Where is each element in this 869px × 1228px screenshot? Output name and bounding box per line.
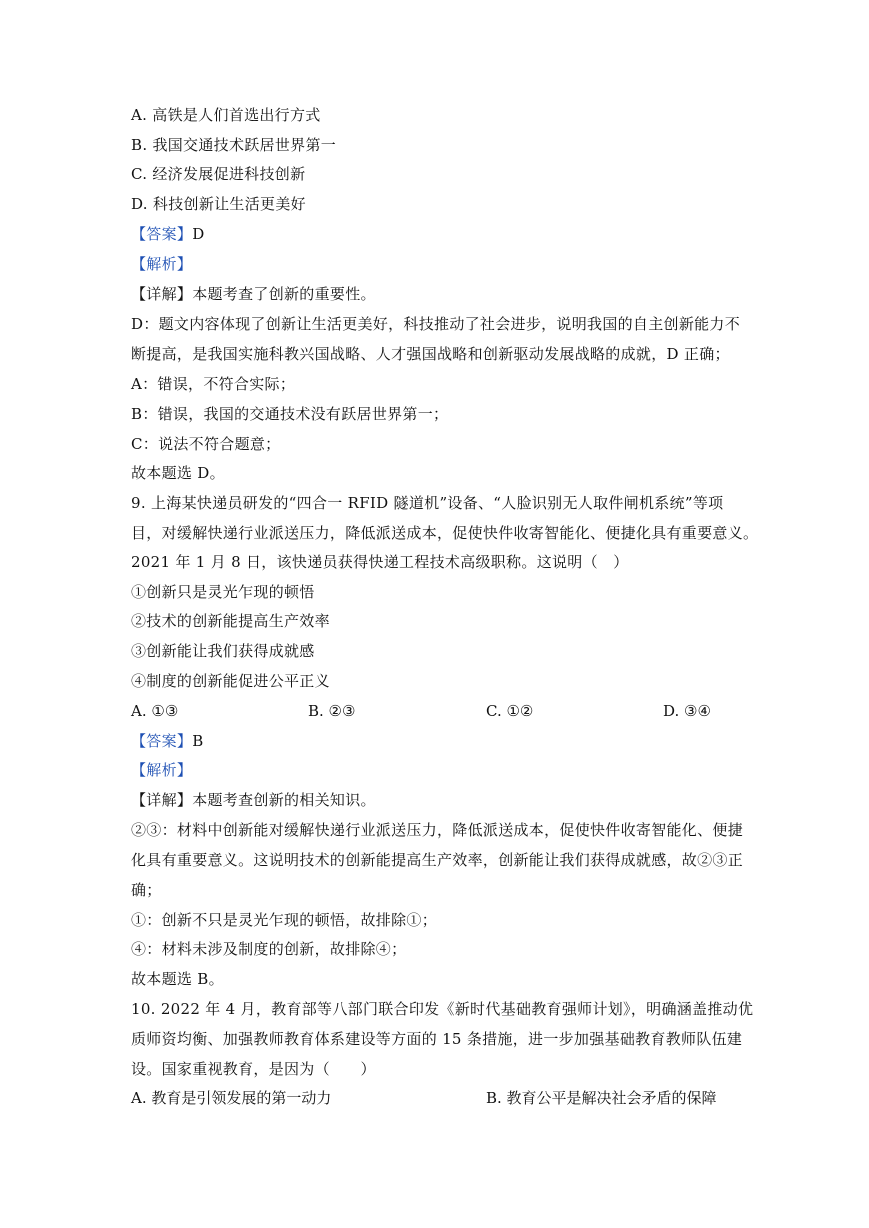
q9-statement-4: ④制度的创新能促进公平正义 xyxy=(131,672,330,690)
q9-stem-line: 2021 年 1 月 8 日，该快递员获得快递工程技术高级职称。这说明（ ） xyxy=(131,553,629,571)
q9-option-a: A. ①③ xyxy=(131,702,179,720)
q8-answer-line xyxy=(131,224,205,244)
answer-tag: 【答案】 xyxy=(131,225,193,243)
q9-analysis-tag: 【解析】 xyxy=(131,761,193,779)
q9-explanation-line: 化具有重要意义。这说明技术的创新能提高生产效率，创新能让我们获得成就感，故②③正 xyxy=(131,851,744,869)
q8-option-b: B. 我国交通技术跃居世界第一 xyxy=(131,136,337,154)
q9-option-b: B. ②③ xyxy=(308,702,356,720)
q10-option-b: B. 教育公平是解决社会矛盾的保障 xyxy=(486,1089,717,1107)
answer-tag: 【答案】 xyxy=(131,732,193,750)
q8-detail: 【详解】本题考查了创新的重要性。 xyxy=(131,285,376,303)
q8-explanation-line: D：题文内容体现了创新让生活更美好，科技推动了社会进步，说明我国的自主创新能力不 xyxy=(131,315,741,333)
q9-statement-1: ①创新只是灵光乍现的顿悟 xyxy=(131,583,315,601)
q9-statement-2: ②技术的创新能提高生产效率 xyxy=(131,612,330,630)
q9-explanation-line: ④：材料未涉及制度的创新，故排除④； xyxy=(131,940,407,958)
q9-option-c: C. ①② xyxy=(486,702,534,720)
q10-option-a: A. 教育是引领发展的第一动力 xyxy=(131,1089,332,1107)
q9-option-d: D. ③④ xyxy=(663,702,711,720)
q10-stem-line: 质师资均衡、加强教师教育体系建设等方面的 15 条措施，进一步加强基础教育教师队伍建 xyxy=(131,1030,743,1048)
q9-answer-line xyxy=(131,731,204,751)
q9-explanation-line: 故本题选 B。 xyxy=(131,970,224,988)
q8-explanation-line: A：错误，不符合实际； xyxy=(131,375,296,393)
q9-stem-line: 9. 上海某快递员研发的“四合一 RFID 隧道机”设备、“人脸识别无人取件闸机系统”等项 xyxy=(131,494,724,512)
q9-statement-3: ③创新能让我们获得成就感 xyxy=(131,642,315,660)
q9-answer: B xyxy=(192,732,204,750)
q8-explanation-line: 断提高，是我国实施科教兴国战略、人才强国战略和创新驱动发展战略的成就，D 正确； xyxy=(131,345,730,363)
q8-explanation-line: B：错误，我国的交通技术没有跃居世界第一； xyxy=(131,405,449,423)
q8-explanation-line: C：说法不符合题意； xyxy=(131,435,281,453)
q10-stem-line: 10. 2022 年 4 月，教育部等八部门联合印发《新时代基础教育强师计划》，明确涵盖推动优 xyxy=(131,1000,754,1018)
q8-explanation-line: 故本题选 D。 xyxy=(131,464,225,482)
q9-stem-line: 目，对缓解快递行业派送压力，降低派送成本，促使快件收寄智能化、便捷化具有重要意义。 xyxy=(131,524,759,542)
q9-explanation-line: ②③：材料中创新能对缓解快递行业派送压力，降低派送成本，促使快件收寄智能化、便捷 xyxy=(131,821,744,839)
q9-explanation-line: ①：创新不只是灵光乍现的顿悟，故排除①； xyxy=(131,911,438,929)
q8-option-c: C. 经济发展促进科技创新 xyxy=(131,165,306,183)
q8-option-d: D. 科技创新让生活更美好 xyxy=(131,195,306,213)
q9-detail: 【详解】本题考查创新的相关知识。 xyxy=(131,791,376,809)
q8-answer: D xyxy=(192,225,205,243)
q8-analysis-tag: 【解析】 xyxy=(131,255,193,273)
q10-stem-line: 设。国家重视教育，是因为（ ） xyxy=(131,1060,376,1078)
q9-explanation-line: 确； xyxy=(131,881,162,899)
q8-option-a: A. 高铁是人们首选出行方式 xyxy=(131,106,321,124)
